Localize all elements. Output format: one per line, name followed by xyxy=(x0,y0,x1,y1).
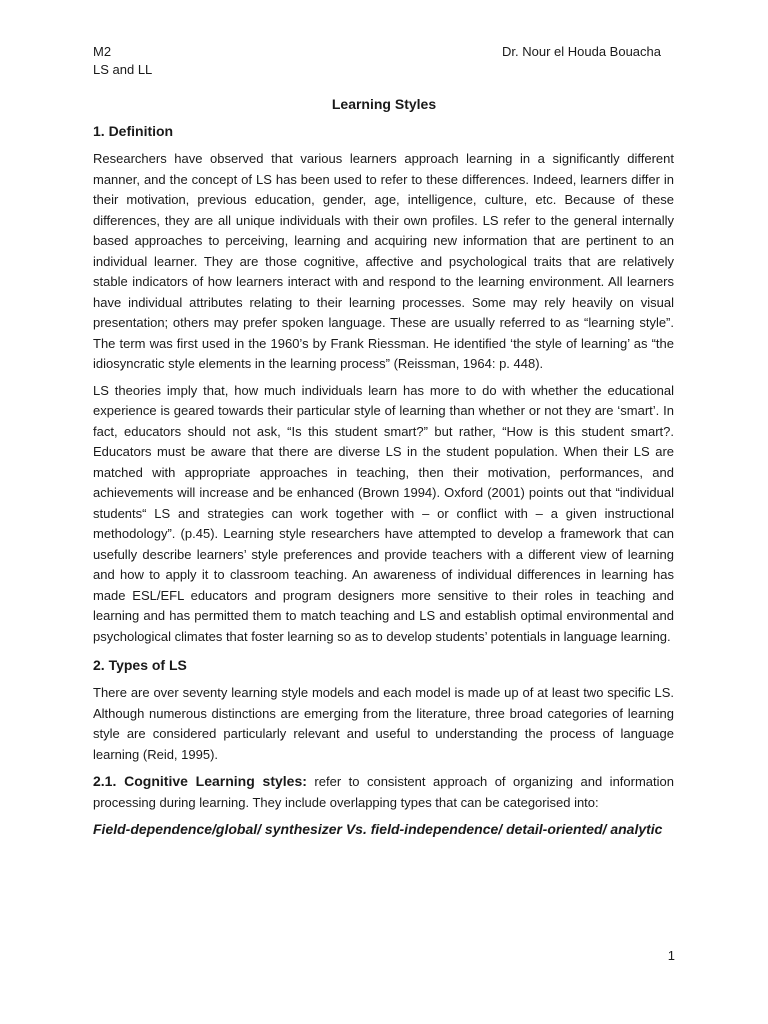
header-course-code: M2 xyxy=(93,44,112,59)
section-1-heading: 1. Definition xyxy=(93,123,174,139)
header-author: Dr. Nour el Houda Bouacha xyxy=(502,44,661,59)
section-2-1-text: refer to consistent approach of organizing and information processing during learning. They include overlapping types that can be categorised into: xyxy=(93,774,674,810)
header-left xyxy=(93,43,152,79)
section-1-paragraph-1: Researchers have observed that various learners approach learning in a significantly different manner, and the concept of LS has been used to refer to these differences. Indeed, learners differ in their motivation, previous education, gender, age, intelligence, culture, etc. Because of these differences, they are all unique individuals with their own profiles. LS refer to the general internally based approaches to perceiving, learning and acquiring new information that are pertinent to an individual learner. They are those cognitive, affective and psychological traits that are relatively stable indicators of how learners interact with and respond to the learning environment. All learners have individual attributes relating to their learning processes. Some may rely heavily on visual presentation; others may prefer spoken language. These are usually referred to as “learning style”. The term was first used in the 1960’s by Frank Riessman. He identified ‘the style of learning’ as “the idiosyncratic style elements in the learning process” (Reissman, 1964: p. 448). xyxy=(93,151,674,371)
page-title: Learning Styles xyxy=(331,96,437,112)
document-body xyxy=(93,121,674,839)
section-1-paragraph-2: LS theories imply that, how much individuals learn has more to do with whether the educational experience is geared towards their particular style of learning than whether or not they are ‘smart’. In fact, educators should not ask, “Is this student smart?” but rather, “How is this student smart?. Educators must be aware that there are diverse LS in the student population. When their LS are matched with appropriate approaches in teaching, then their motivation, performances, and achievements will increase and be enhanced (Brown 1994). Oxford (2001) points out that “individual students“ LS and strategies can work together with – or conflict with – a given instructional methodology”. (p.45). Learning style researchers have attempted to develop a framework that can usefully describe learners’ style preferences and provide teachers with a different view of learning and how to apply it to classroom teaching. An awareness of individual differences in learning has made ESL/EFL educators and program designers more sensitive to their roles in teaching and learning and has permitted them to match teaching and LS and establish optimal environmental and psychological climates that foster learning so as to develop students’ potentials in language learning. xyxy=(93,382,674,644)
section-2-1-paragraph xyxy=(93,771,674,813)
page-number: 1 xyxy=(667,948,675,963)
cognitive-style-types: Field-dependence/global/ synthesizer Vs. field-independence/ detail-oriented/ analytic xyxy=(93,821,663,837)
section-2-heading: 2. Types of LS xyxy=(93,657,187,673)
header-course-name: LS and LL xyxy=(93,62,153,77)
section-2-1-heading: 2.1. Cognitive Learning styles: xyxy=(93,773,307,789)
section-2-paragraph-1: There are over seventy learning style models and each model is made up of at least two specific LS. Although numerous distinctions are emerging from the literature, three broad categories of learning style are considered particularly relevant and useful to understanding the process of language learning (Reid, 1995). xyxy=(93,685,674,762)
